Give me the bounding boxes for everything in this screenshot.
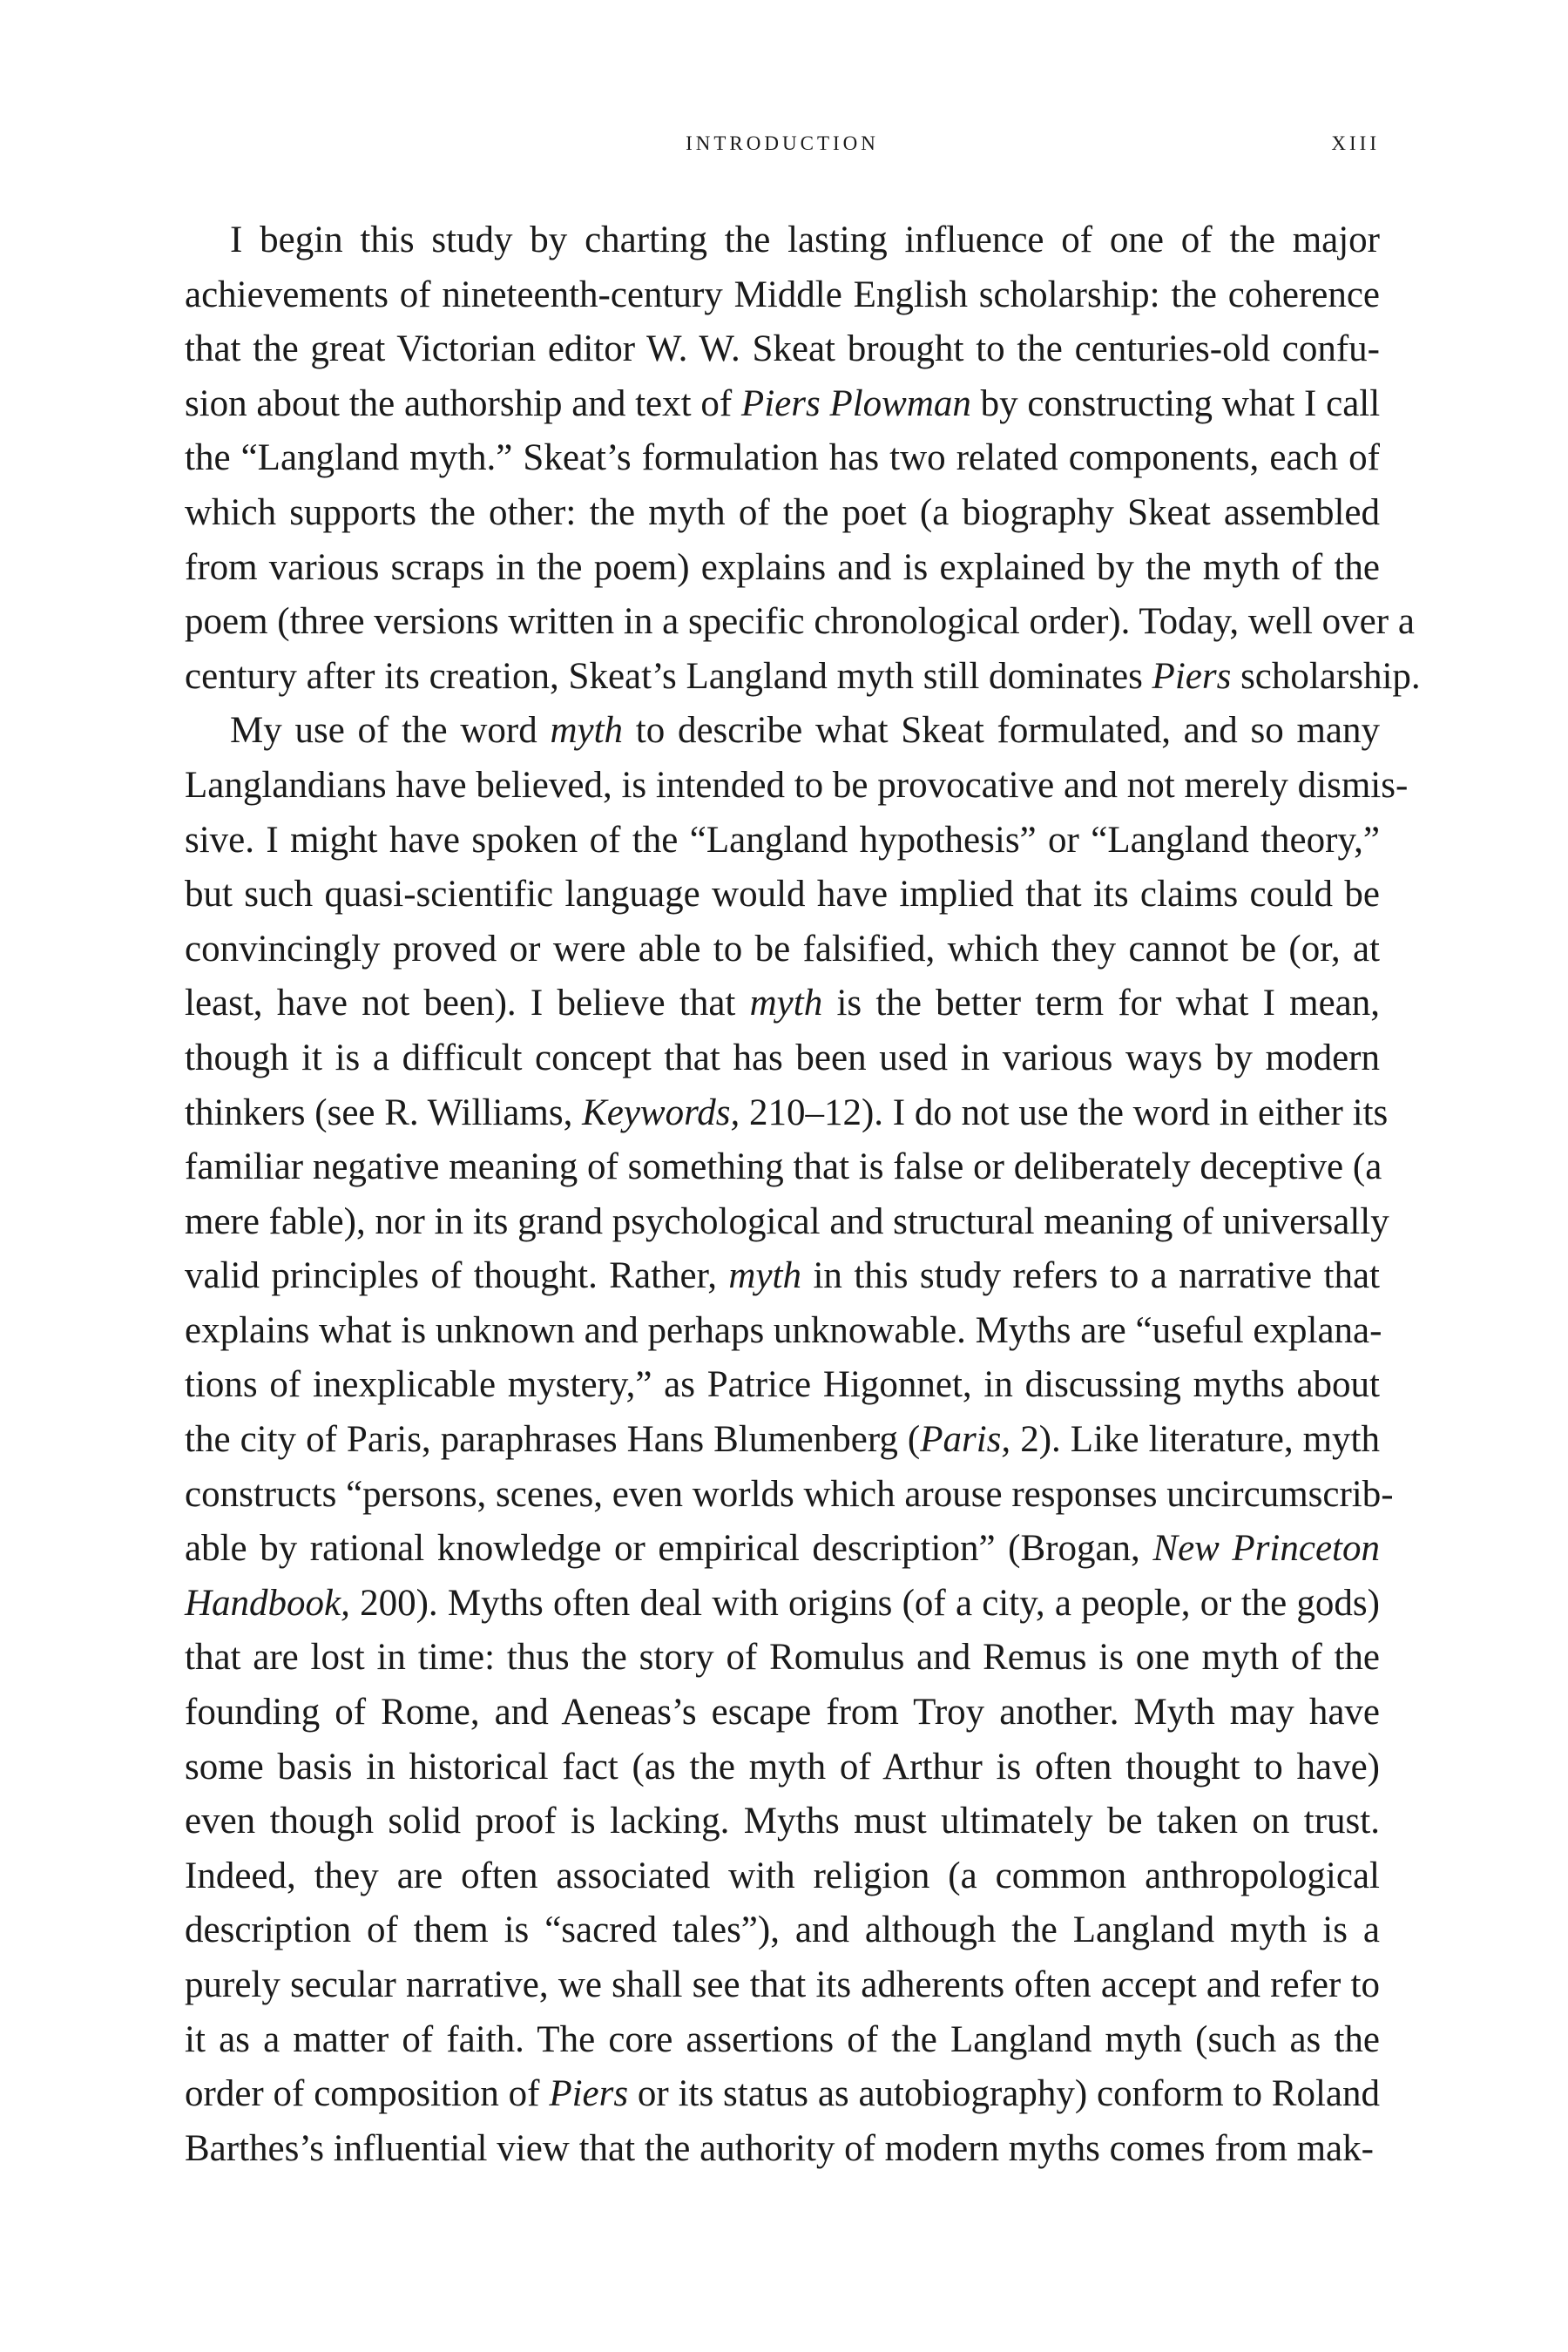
text-line <box>185 595 1415 650</box>
text-line <box>185 1249 1380 1304</box>
text-run: by constructing what I call <box>970 382 1381 424</box>
text-run: convincingly proved or were able to be falsified, which they cannot be (or, at <box>185 928 1380 970</box>
text-line <box>185 377 1380 432</box>
italic-run: New Princeton <box>1152 1528 1380 1570</box>
text-run: 200). Myths often deal with origins (of a city, a people, or the gods) <box>349 1582 1380 1624</box>
text-run: or its status as autobiography) conform to Roland <box>628 2073 1380 2115</box>
text-line <box>185 704 1380 759</box>
text-line <box>185 1358 1380 1413</box>
text-line <box>185 1031 1380 1086</box>
text-line <box>185 1631 1380 1686</box>
italic-run: Paris, <box>920 1419 1011 1461</box>
italic-run: myth <box>728 1255 801 1297</box>
text-line <box>185 977 1380 1031</box>
text-run: the city of Paris, paraphrases Hans Blumenberg ( <box>185 1419 921 1461</box>
text-run: but such quasi-scientific language would have implied that its claims could be <box>185 874 1380 916</box>
text-line <box>185 2067 1380 2122</box>
text-line <box>185 923 1380 977</box>
text-run: scholarship. <box>1231 655 1421 697</box>
text-run: poem (three versions written in a specific chronological order). Today, well over a <box>185 601 1415 643</box>
text-run: the “Langland myth.” Skeat’s formulation has two related components, each of <box>185 437 1380 479</box>
text-line <box>185 1794 1380 1849</box>
text-line <box>185 759 1409 814</box>
text-run: Langlandians have believed, is intended to be provocative and not merely dismis- <box>185 764 1409 806</box>
text-line <box>185 814 1380 868</box>
text-run: able by rational knowledge or empirical description” (Brogan, <box>185 1528 1153 1570</box>
text-run: to describe what Skeat formulated, and so many <box>623 710 1380 752</box>
text-line <box>185 1413 1380 1468</box>
text-run: description of them is “sacred tales”), and although the Langland myth is a <box>185 1909 1380 1951</box>
text-line <box>185 1195 1389 1250</box>
text-run: tions of inexplicable mystery,” as Patrice Higonnet, in discussing myths about <box>185 1364 1380 1406</box>
text-run: least, have not been). I believe that <box>185 983 750 1024</box>
text-run: that are lost in time: thus the story of Romulus and Remus is one myth of the <box>185 1637 1380 1679</box>
italic-run: Handbook, <box>185 1582 350 1624</box>
text-run: from various scraps in the poem) explains and is explained by the myth of the <box>185 546 1380 588</box>
text-line <box>185 486 1380 541</box>
italic-run: Keywords, <box>582 1092 740 1133</box>
text-line <box>185 2122 1380 2177</box>
text-line <box>185 1468 1394 1523</box>
text-line <box>185 1849 1380 1904</box>
text-run: some basis in historical fact (as the myth of Arthur is often thought to have) <box>185 1746 1380 1788</box>
text-run: purely secular narrative, we shall see that its adherents often accept and refer to <box>185 1964 1380 2005</box>
text-line <box>185 213 1380 268</box>
text-run: even though solid proof is lacking. Myths must ultimately be taken on trust. <box>185 1801 1380 1842</box>
text-run: 2). Like literature, myth <box>1010 1419 1380 1461</box>
text-line <box>185 1740 1380 1795</box>
text-line <box>185 1086 1389 1141</box>
text-run: it as a matter of faith. The core assertions of the Langland myth (such as the <box>185 2018 1380 2060</box>
text-run: Indeed, they are often associated with religion (a common anthropological <box>185 1855 1380 1896</box>
text-line <box>185 868 1380 923</box>
body-text <box>185 213 1421 2176</box>
text-run: though it is a difficult concept that has been used in various ways by modern <box>185 1037 1380 1078</box>
text-run: My use of the word <box>230 710 551 752</box>
text-run: is the better term for what I mean, <box>822 983 1381 1024</box>
text-run: which supports the other: the myth of the poet (a biography Skeat assembled <box>185 491 1380 533</box>
text-run: in this study refers to a narrative that <box>801 1255 1381 1297</box>
text-run: order of composition of <box>185 2073 550 2115</box>
italic-run: Piers Plowman <box>740 382 971 424</box>
text-run: explains what is unknown and perhaps unknowable. Myths are “useful explana- <box>185 1309 1382 1351</box>
text-run: mere fable), nor in its grand psychological and structural meaning of universally <box>185 1200 1389 1242</box>
text-run: 210–12). I do not use the word in either its <box>740 1092 1389 1133</box>
text-line <box>185 268 1380 323</box>
text-run: Barthes’s influential view that the authority of modern myths comes from mak- <box>185 2127 1374 2169</box>
text-run: constructs “persons, scenes, even worlds which arouse responses uncircumscrib- <box>185 1473 1394 1515</box>
text-run: sive. I might have spoken of the “Langland hypothesis” or “Langland theory,” <box>185 819 1380 861</box>
text-line <box>185 650 1421 705</box>
text-run: that the great Victorian editor W. W. Skeat brought to the centuries-old confu- <box>185 328 1380 370</box>
text-run: familiar negative meaning of something that is false or deliberately deceptive (a <box>185 1146 1382 1188</box>
text-run: founding of Rome, and Aeneas’s escape from Troy another. Myth may have <box>185 1692 1380 1734</box>
text-line <box>185 1522 1380 1577</box>
running-head <box>185 132 1380 167</box>
page-number: XIII <box>1331 132 1380 154</box>
text-line <box>185 1577 1380 1632</box>
text-line <box>185 1686 1380 1740</box>
text-run: century after its creation, Skeat’s Langland myth still dominates <box>185 655 1152 697</box>
paragraph <box>185 704 1409 2176</box>
paragraph <box>185 213 1421 704</box>
text-line <box>185 1140 1380 1195</box>
italic-run: Piers <box>1152 655 1232 697</box>
italic-run: Piers <box>549 2073 629 2115</box>
text-run: achievements of nineteenth-century Middle English scholarship: the coherence <box>185 274 1380 315</box>
italic-run: myth <box>749 983 823 1024</box>
text-run: thinkers (see R. Williams, <box>185 1092 583 1133</box>
text-run: valid principles of thought. Rather, <box>185 1255 729 1297</box>
text-run: sion about the authorship and text of <box>185 382 741 424</box>
italic-run: myth <box>550 710 624 752</box>
text-line <box>185 2013 1380 2068</box>
text-line <box>185 431 1380 486</box>
text-line <box>185 1903 1380 1958</box>
text-line <box>185 1958 1380 2013</box>
text-line <box>185 1304 1380 1359</box>
running-head-title: INTRODUCTION <box>686 132 879 154</box>
text-line <box>185 322 1380 377</box>
text-line <box>185 541 1380 596</box>
text-run: I begin this study by charting the lasting influence of one of the major <box>230 220 1380 260</box>
